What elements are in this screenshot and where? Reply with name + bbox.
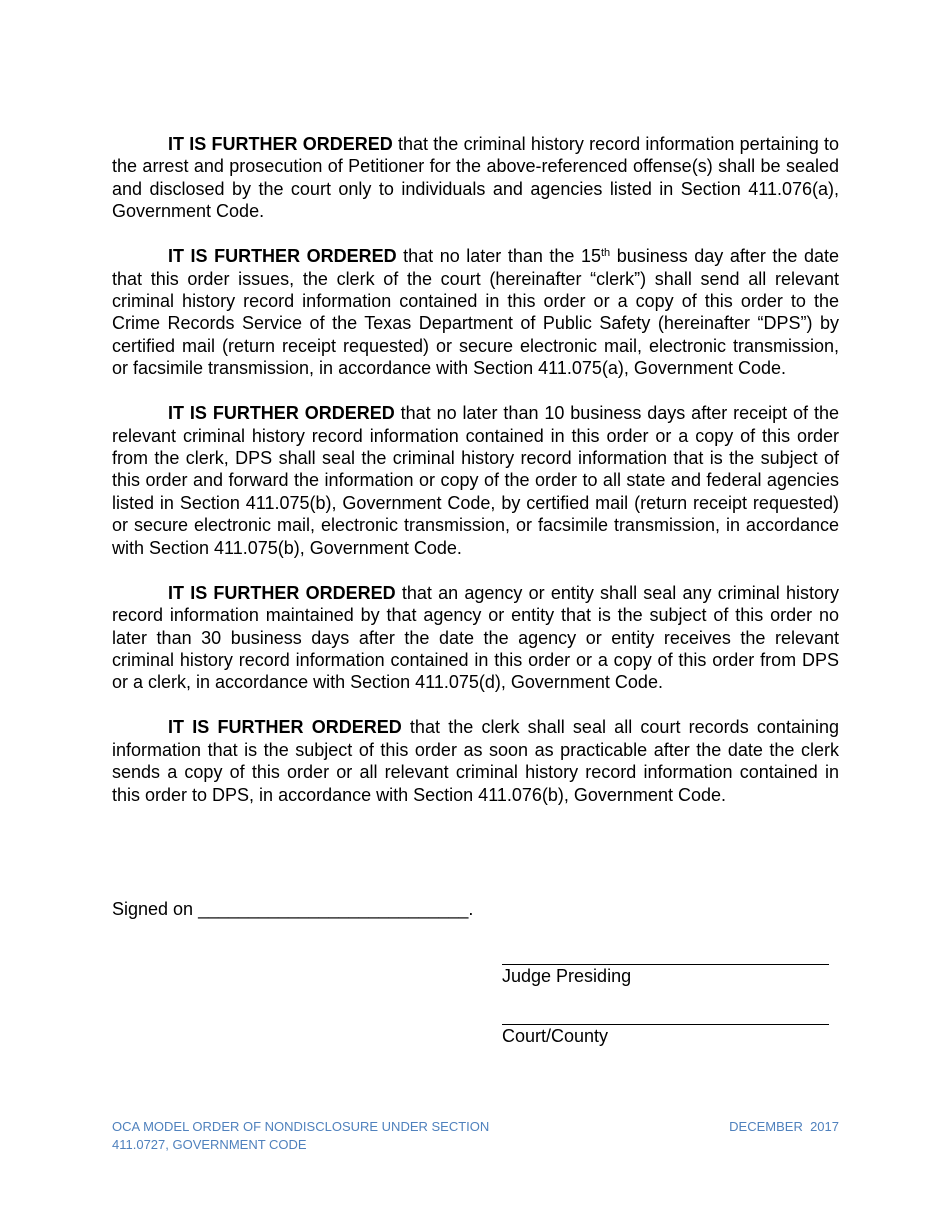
order-body (112, 133, 839, 829)
signed-on-line: Signed on ___________________________. (112, 899, 474, 919)
footer-title-line-2: 411.0727, GOVERNMENT CODE (112, 1137, 307, 1152)
order-paragraph-3 (112, 402, 839, 559)
court-county-signature-line (502, 1024, 829, 1025)
paragraph-lead: IT IS FURTHER ORDERED (168, 582, 396, 603)
paragraph-lead: IT IS FURTHER ORDERED (168, 246, 397, 267)
paragraph-lead: IT IS FURTHER ORDERED (168, 403, 395, 424)
footer-document-title (112, 1118, 489, 1154)
footer-title-line-1: OCA MODEL ORDER OF NONDISCLOSURE UNDER SECTION (112, 1119, 490, 1134)
paragraph-text: that the criminal history record information pertaining to the arrest and prosecution of Petitioner for the above-referenced offense(s) shall be sealed and disclosed by the court only to individuals and agencies listed in Section 411.076(a), Government Code. (112, 134, 839, 222)
paragraph-lead: IT IS FURTHER ORDERED (168, 717, 402, 738)
ordinal-superscript: th (600, 247, 611, 260)
court-county-label: Court/County (502, 1026, 609, 1046)
paragraph-text-continued: business day after the date that this order issues, the clerk of the court (hereinafter “clerk”) shall send all relevant criminal history record information contained in this order or a copy of this order to the Crime Records Service of the Texas Department of Public Safety (hereinafter “DPS”) by certified mail (return receipt requested) or secure electronic mail, electronic transmission, or facsimile transmission, in accordance with Section 411.075(a), Government Code. (112, 246, 839, 379)
paragraph-lead: IT IS FURTHER ORDERED (168, 134, 393, 154)
footer-date: DECEMBER 2017 (729, 1119, 839, 1134)
judge-presiding-label: Judge Presiding (502, 966, 632, 986)
order-paragraph-1 (112, 133, 839, 223)
order-paragraph-5 (112, 716, 839, 806)
paragraph-text: that no later than 10 business days after receipt of the relevant criminal history record information contained in this order or a copy of this order from the clerk, DPS shall seal the criminal history record information that is the subject of this order and forward the information or copy of the order to all state and federal agencies listed in Section 411.075(b), Government Code, by certified mail (return receipt requested) or secure electronic mail, electronic transmission, or facsimile transmission, in accordance with Section 411.075(b), Government Code. (112, 403, 839, 558)
paragraph-text: that the clerk shall seal all court records containing information that is the subject of this order as soon as practicable after the date the clerk sends a copy of this order or all relevant criminal history record information contained in this order to DPS, in accordance with Section 411.076(b), Government Code. (112, 717, 839, 805)
paragraph-text: that an agency or entity shall seal any criminal history record information maintained by that agency or entity that is the subject of this order no later than 30 business days after the date the agency or entity receives the relevant criminal history record information contained in this order or a copy of this order from DPS or a clerk, in accordance with Section 411.075(d), Government Code. (112, 582, 839, 693)
order-paragraph-2 (112, 245, 839, 379)
paragraph-text: that no later than the 15 (396, 246, 601, 267)
judge-signature-line (502, 964, 829, 965)
order-paragraph-4 (112, 582, 839, 694)
